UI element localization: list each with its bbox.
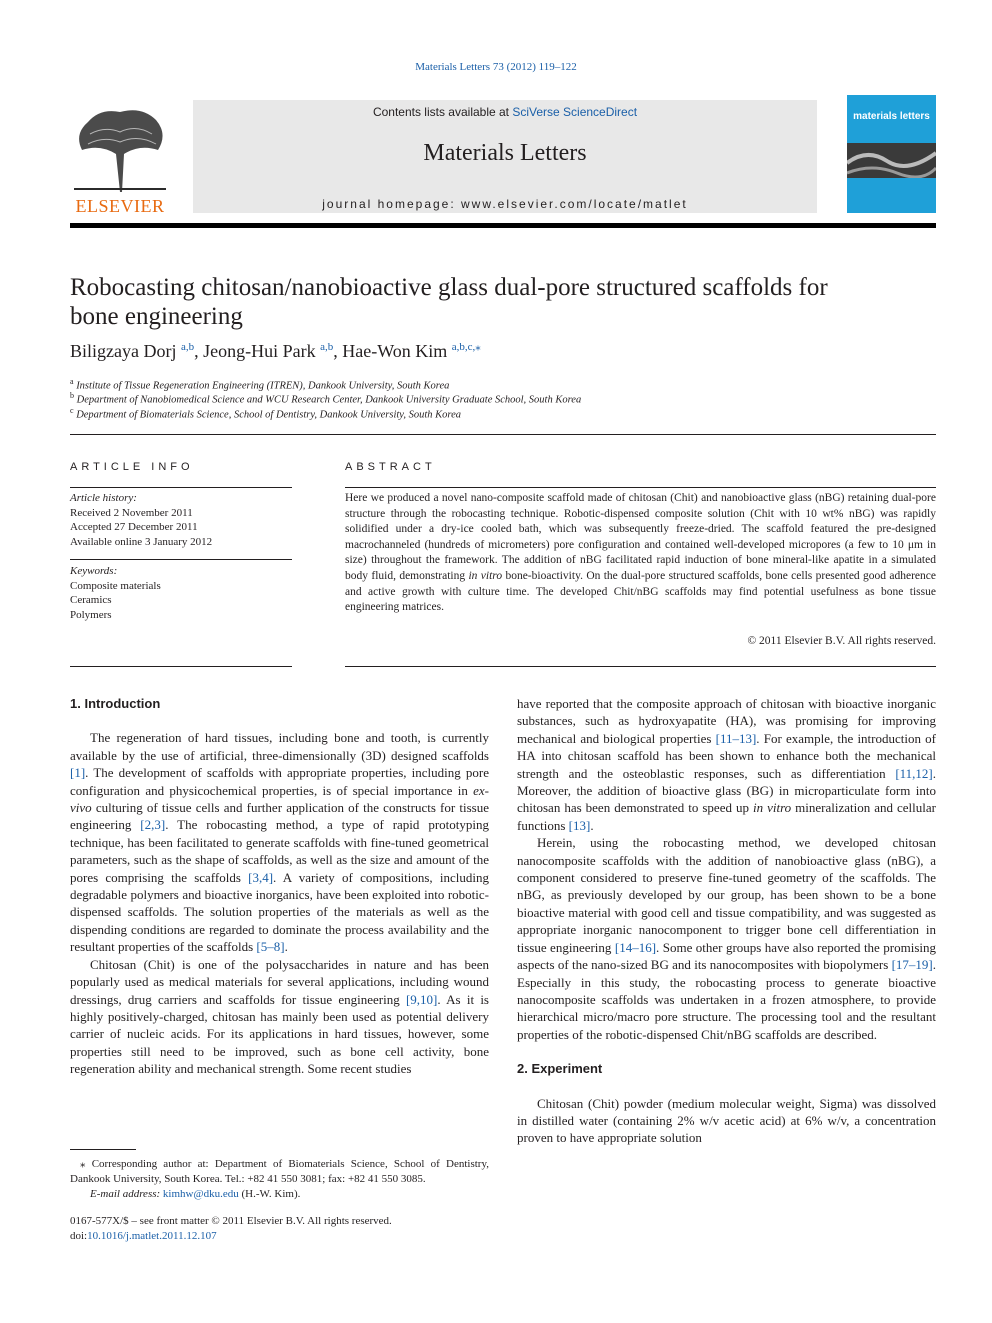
tree-icon [70, 104, 170, 194]
right-column [517, 695, 936, 1147]
paragraph: Chitosan (Chit) is one of the polysaccharides in nature and has been popularly used as medical materials for several applications, including wound dressings, drug carriers and scaffolds for tissue engineering [9,10]. As it is highly positively-charged, chitosan has mainly been used as potential delivery carrier of nucleic acids. For its applications in hard tissues, however, some properties still need to be improved, such as bone cell activity, bone regeneration ability and mechanical strength. Some recent studies [70, 956, 489, 1077]
doi-label: doi: [70, 1230, 88, 1242]
article-title: Robocasting chitosan/nanobioactive glass dual-pore structured scaffolds for bone engineering [70, 274, 828, 330]
corresponding-author: Corresponding author at: Department of Biomaterials Science, School of Dentistry, Dankook University, South Korea. Tel.: +82 41 550 3081; fax: +82 41 550 3085. [70, 1158, 490, 1185]
affil-text: Institute of Tissue Regeneration Engineering (ITREN), Dankook University, South Korea [76, 380, 450, 392]
affil-marks-text: a,b,c, [451, 341, 476, 353]
footnote-rule [70, 1149, 136, 1150]
history-label: Article history: [70, 492, 137, 504]
italic-term: in vitro [752, 800, 792, 816]
affiliation [70, 391, 581, 406]
micrograph-icon [847, 143, 936, 178]
author-affil-marks[interactable]: a,b [180, 341, 195, 353]
divider [70, 487, 292, 488]
divider [345, 487, 936, 488]
footnote [70, 1157, 489, 1202]
author-name: Hae-Won Kim [342, 341, 448, 361]
affiliation [70, 406, 461, 421]
paragraph: have reported that the composite approach of chitosan with bioactive inorganic substances, such as hydroxyapatite (HA), was promising for improving mechanical and biological properties [11–13]. For example, the introduction of HA into chitosan scaffold has been shown to enhance both the mechanical strength and the osteoblastic responses, such as differentiation [11,12]. Moreover, the addition of bioactive glass (BG) in microparticulate form into chitosan has been demonstrated to speed up in vitro mineralization and cellular functions [13]. [517, 696, 936, 833]
history-received: Received 2 November 2011 [70, 506, 193, 519]
article-history [70, 491, 292, 549]
citation-link[interactable]: [9,10] [405, 991, 438, 1007]
citation-link[interactable]: [3,4] [248, 869, 274, 885]
journal-name: Materials Letters [423, 140, 587, 166]
citation-link[interactable]: [13] [568, 817, 591, 833]
divider [70, 434, 936, 435]
cover-title: materials letters [853, 111, 930, 122]
journal-banner [193, 100, 817, 213]
divider [70, 666, 292, 667]
citation-link[interactable]: [1] [70, 765, 86, 781]
copyright: © 2011 Elsevier B.V. All rights reserved. [747, 635, 936, 647]
author-list [70, 340, 481, 362]
author-name: Biligzaya Dorj [70, 341, 177, 361]
abstract-italic: in vitro [468, 569, 503, 582]
doi-link[interactable]: 10.1016/j.matlet.2011.12.107 [87, 1230, 217, 1242]
affil-text: Department of Biomaterials Science, School of Dentistry, Dankook University, South Korea [76, 409, 462, 421]
abstract-text [345, 491, 936, 616]
affiliation [70, 377, 449, 392]
email-label: E-mail address: [90, 1188, 161, 1200]
keyword: Polymers [70, 608, 112, 621]
cover-image [847, 143, 936, 178]
citation-link[interactable]: [17–19] [891, 957, 933, 973]
citation-link[interactable]: [14–16] [614, 939, 657, 955]
keywords [70, 564, 292, 622]
author-name: Jeong-Hui Park [203, 341, 316, 361]
affil-mark: a [70, 377, 74, 386]
corresponding-star: ⁎ [475, 341, 481, 353]
affil-text: Department of Nanobiomedical Science and WCU Research Center, Dankook University Graduate School, South Korea [76, 394, 582, 406]
issn-line: 0167-577X/$ – see front matter © 2011 Elsevier B.V. All rights reserved. [70, 1215, 392, 1227]
author-sep: , [194, 341, 204, 361]
journal-cover [847, 95, 936, 213]
keyword: Composite materials [70, 579, 161, 592]
divider [345, 666, 936, 667]
front-matter [70, 1214, 392, 1244]
paragraph: Herein, using the robocasting method, we developed chitosan nanocomposite scaffolds with the addition of nanobioactive glass (nBG), a component considered to preserve fine-tuned geometry of the scaffolds. The nBG, as previously developed by our group, has been shown to be a bone bioactive material with good cell and tissue compatibility, and was suggested as appropriate inorganic nanocomponent to trigger bone cell differentiation in tissue engineering [14–16]. Some other groups have also reported the promising aspects of the nano-sized BG and its nanocomposites with biopolymers [17–19]. Especially in this study, the robocasting process to generate bioactive nanocomposite scaffolds was undertaken in a frozen atmosphere, to provide hierarchical micro/macro pore structure. The processing tool and the resultant properties of the robotic-dispensed Chit/nBG scaffolds are described. [517, 835, 936, 1042]
contents-prefix: Contents lists available at [372, 105, 513, 119]
section-heading-experiment: 2. Experiment [517, 1061, 603, 1077]
elsevier-logo [70, 104, 170, 216]
abstract-part: bone-bioactivity. On the dual-pore structured scaffolds, bone cells presented good adherence and active growth with culture time. The developed Chit/nBG scaffolds may find potential usefulness as bone tissue engineering matrices. [345, 569, 936, 614]
author-sep: , [333, 341, 343, 361]
left-column [70, 695, 489, 1078]
affil-mark: c [70, 406, 74, 415]
email-link[interactable]: kimhw@dku.edu [162, 1188, 239, 1200]
paragraph: Chitosan (Chit) powder (medium molecular weight, Sigma) was dissolved in distilled water (containing 2% w/v acetic acid) at 6% w/v, a concentration proven to have appropriate solution [517, 1095, 936, 1146]
email-suffix: (H.-W. Kim). [238, 1188, 301, 1200]
citation-link[interactable]: [5–8] [256, 939, 285, 955]
keywords-label: Keywords: [70, 565, 118, 577]
contents-line [193, 105, 817, 119]
divider [70, 559, 292, 560]
paragraph: The regeneration of hard tissues, including bone and tooth, is currently available by the use of artificial, three-dimensionally (3D) designed scaffolds [1]. The development of scaffolds with appropriate properties, including pore configuration and physicochemical properties, is of special importance in ex-vivo culturing of tissue cells and further application of the constructs for tissue engineering [2,3]. The robocasting method, a type of rapid prototyping technique, has been facilitated to generate scaffolds with fine-tuned geometrical parameters, such as the shape of scaffolds, as well as the size and amount of the pores comprising the scaffolds [3,4]. A variety of compositions, including degradable polymers and bioactive inorganics, have been exploited into robotic-dispensed scaffolds. The solution properties of the materials as well as the dispending conditions are regarded to dominate the process availability and the resultant properties of the scaffolds [5–8]. [70, 730, 489, 955]
sciencedirect-link[interactable]: SciVerse ScienceDirect [512, 105, 638, 119]
header-rule [70, 223, 936, 228]
journal-citation[interactable]: Materials Letters 73 (2012) 119–122 [415, 61, 577, 73]
author-affil-marks[interactable]: a,b [320, 341, 334, 353]
article-info-heading: ARTICLE INFO [70, 461, 194, 473]
footnote-star: ⁎ [80, 1158, 86, 1170]
affil-mark: b [70, 391, 74, 400]
keyword: Ceramics [70, 594, 112, 606]
history-accepted: Accepted 27 December 2011 [70, 521, 198, 533]
history-online: Available online 3 January 2012 [70, 535, 213, 548]
italic-term: ex-vivo [70, 782, 489, 816]
citation-link[interactable]: [11–13] [715, 730, 757, 746]
citation-link[interactable]: [11,12] [895, 765, 933, 781]
author-affil-marks[interactable] [452, 341, 481, 353]
abstract-heading: ABSTRACT [345, 461, 436, 473]
journal-homepage[interactable]: journal homepage: www.elsevier.com/locate/matlet [322, 197, 688, 211]
publisher-name: ELSEVIER [75, 196, 165, 216]
section-heading-introduction: 1. Introduction [70, 696, 161, 711]
abstract-part: Here we produced a novel nano-composite scaffold made of chitosan (Chit) and nanobioactive glass (nBG) retaining dual-pore structure through the robocasting technique. Robotic-dispensed composite solution (Chit with 10 wt% nBG) was rapidly solidified under a dry-ice cooled bath, which was subsequently freeze-dried. The scaffold featured the pre-designed macrochanneled (hundreds of micrometers) pore configuration and contained well-developed micropores (a few to 10 μm in size) throughout the framework. The addition of nBG facilitated rapid induction of bone mineral-like apatite in a simulated body fluid, demonstrating [345, 492, 936, 582]
citation-link[interactable]: [2,3] [140, 817, 166, 833]
